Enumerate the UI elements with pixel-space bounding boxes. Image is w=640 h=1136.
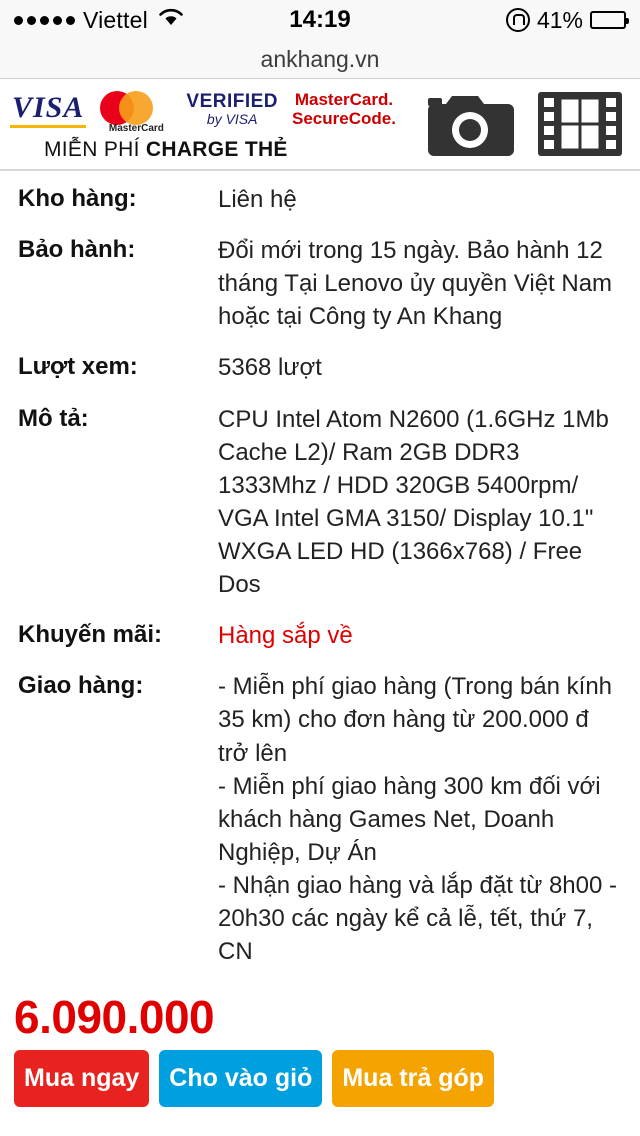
verified-by-visa-bottom: by VISA <box>206 110 258 127</box>
spec-row <box>18 619 622 652</box>
banner-promo-emphasis: CHARGE THẺ <box>145 138 288 161</box>
visa-logo-icon: VISA <box>10 93 86 128</box>
mastercard-label: MasterCard <box>108 123 164 134</box>
address-bar[interactable] <box>0 40 640 79</box>
spec-value-line: Đổi mới trong 15 ngày. Bảo hành 12 tháng Tại Lenovo ủy quyền Việt Nam hoặc tại Công ty An Khang <box>218 237 613 331</box>
verified-by-visa-top: VERIFIED <box>186 90 279 112</box>
banner-promo-text <box>10 138 410 162</box>
buy-now-button[interactable]: Mua ngay <box>14 1050 149 1107</box>
spec-value-line: - Miễn phí giao hàng (Trong bán kính 35 km) cho đơn hàng từ 200.000 đ trở lên <box>218 673 613 767</box>
spec-label: Khuyến mãi: <box>18 621 163 649</box>
action-button-row <box>0 1050 640 1107</box>
spec-value-line: Hàng sắp về <box>218 622 353 650</box>
banner-logos-block <box>10 79 410 169</box>
spec-row <box>18 234 622 333</box>
banner-promo-prefix: MIỄN PHÍ <box>44 138 146 161</box>
securecode-bottom: SecureCode. <box>292 109 396 128</box>
payment-banner[interactable] <box>0 79 640 171</box>
rotation-lock-icon <box>506 8 530 32</box>
spec-value-line: Liên hệ <box>218 186 297 213</box>
status-bar-left <box>14 6 506 34</box>
clock-label: 14:19 <box>289 6 351 33</box>
signal-strength-icon <box>14 16 75 25</box>
spec-value <box>218 351 622 384</box>
spec-value <box>218 183 622 216</box>
status-bar-right <box>506 7 626 34</box>
mastercard-securecode-icon <box>292 91 396 129</box>
spec-value <box>218 619 622 652</box>
verified-by-visa-icon <box>186 92 278 129</box>
product-spec-table <box>0 171 640 968</box>
film-strip-icon[interactable] <box>530 87 630 161</box>
carrier-label: Viettel <box>83 6 148 33</box>
spec-value-line: CPU Intel Atom N2600 (1.6GHz 1Mb Cache L2)/ Ram 2GB DDR3 1333Mhz / HDD 320GB 5400rpm/ VGA Intel GMA 3150/ Display 10.1" WXGA LED HD (1366x768) / Free Dos <box>218 405 609 599</box>
product-price: 6.090.000 <box>14 991 215 1044</box>
spec-value <box>218 234 622 333</box>
spec-value-line: - Nhận giao hàng và lắp đặt từ 8h00 - 20h30 các ngày kể cả lễ, tết, thứ 7, CN <box>218 871 617 966</box>
mastercard-logo-icon <box>100 89 172 134</box>
spec-value <box>218 670 622 968</box>
battery-icon <box>590 11 626 29</box>
spec-row <box>18 351 622 384</box>
spec-label: Mô tả: <box>18 404 89 432</box>
securecode-top: MasterCard. <box>294 90 394 110</box>
spec-label: Bảo hành: <box>18 236 136 264</box>
spec-row <box>18 183 622 216</box>
spec-label: Kho hàng: <box>18 185 137 212</box>
spec-label: Giao hàng: <box>18 672 144 700</box>
url-text: ankhang.vn <box>260 45 380 72</box>
payment-logos-row <box>10 86 410 134</box>
status-bar <box>0 0 640 40</box>
spec-label: Lượt xem: <box>18 353 138 381</box>
add-to-cart-button[interactable]: Cho vào giỏ <box>159 1050 322 1107</box>
wifi-icon <box>158 6 184 34</box>
battery-percent-label: 41% <box>536 6 583 33</box>
spec-row <box>18 670 622 968</box>
camera-icon[interactable] <box>420 87 520 161</box>
spec-row <box>18 403 622 602</box>
spec-value-line: 5368 lượt <box>218 354 322 382</box>
installment-button[interactable]: Mua trả góp <box>332 1050 494 1107</box>
spec-value <box>218 403 622 602</box>
spec-value-line: - Miễn phí giao hàng 300 km đối với khách hàng Games Net, Doanh Nghiệp, Dự Án <box>218 772 601 866</box>
